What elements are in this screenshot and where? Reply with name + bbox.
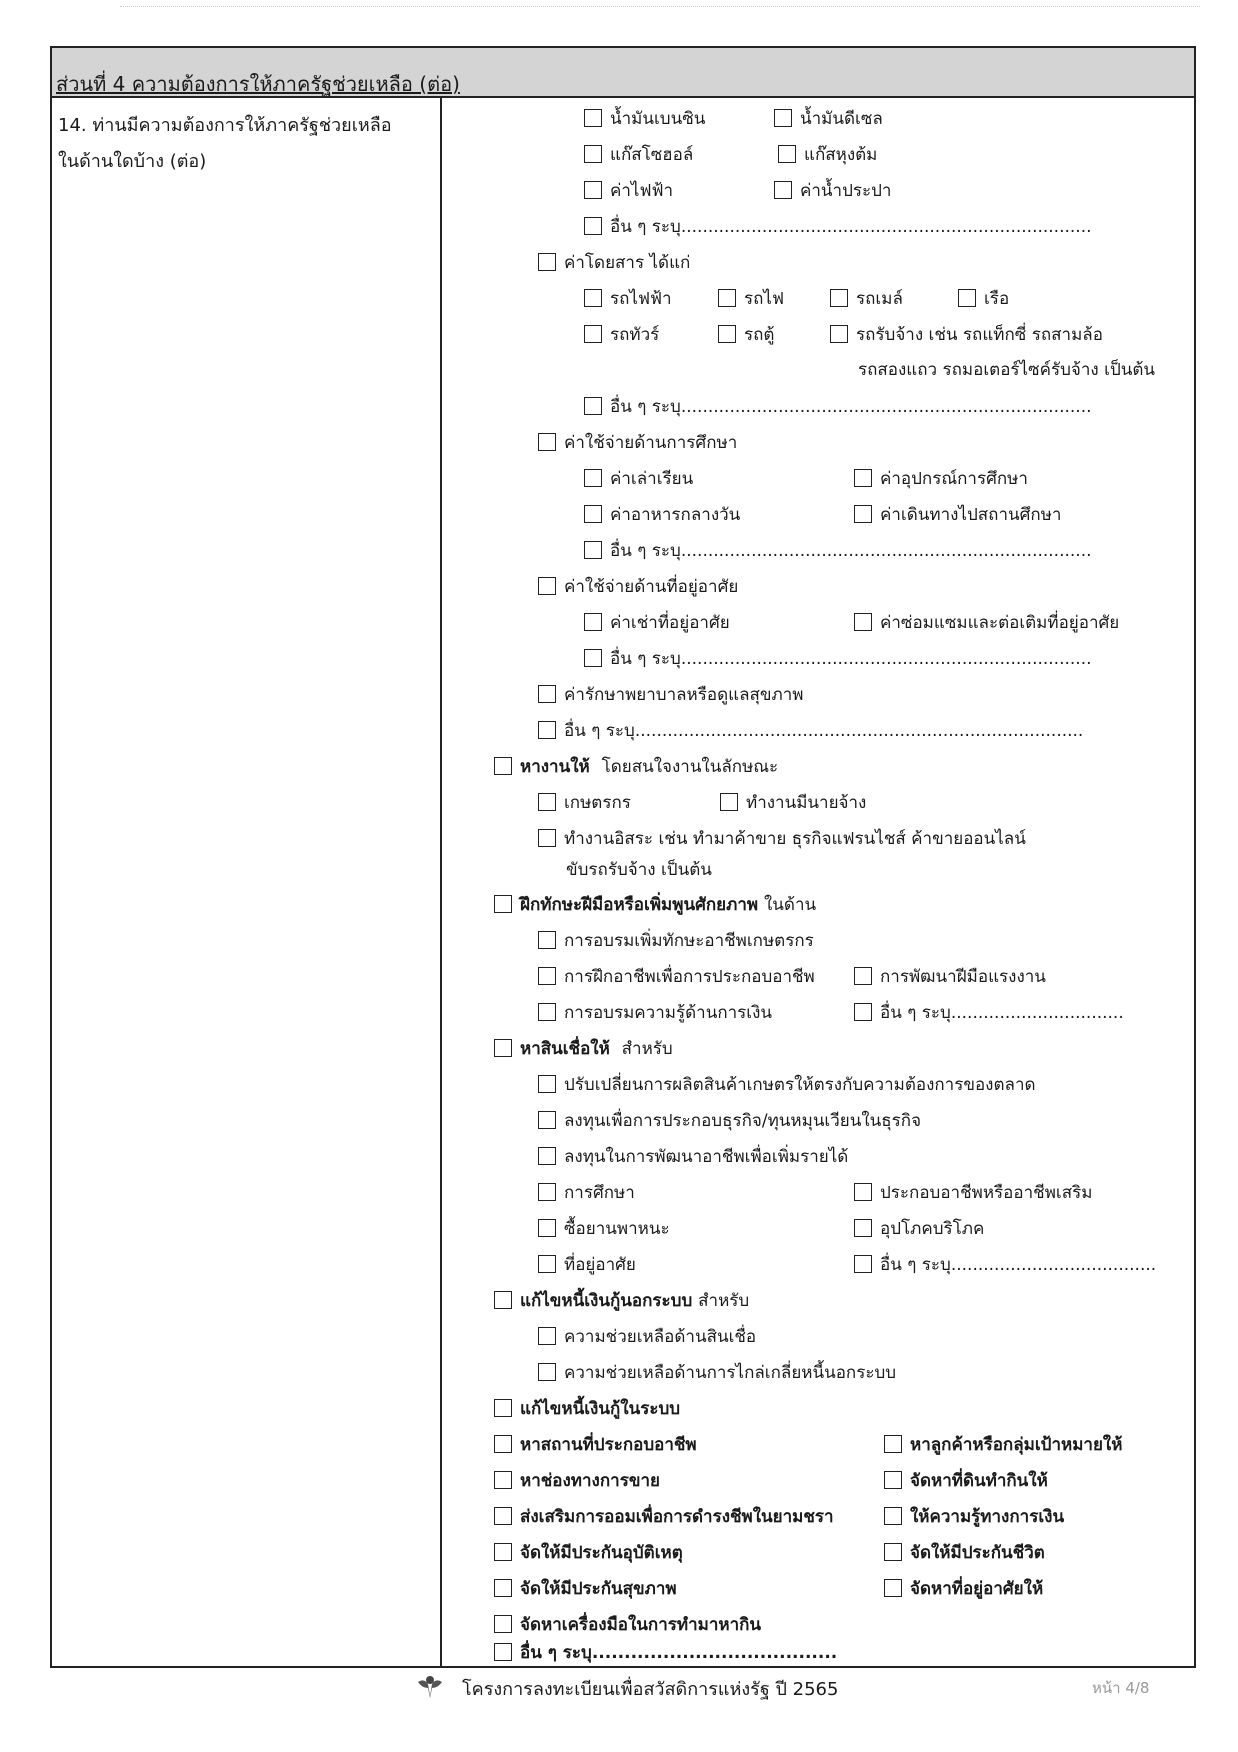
checkbox-housing-other[interactable]: [584, 646, 1092, 670]
option-label: แก้ไขหนี้เงินกู้นอกระบบ: [520, 1290, 693, 1311]
checkbox-icon[interactable]: [538, 829, 556, 847]
checkbox-customers[interactable]: [884, 1432, 1122, 1456]
checkbox-icon[interactable]: [538, 577, 556, 595]
checkbox-icon[interactable]: [584, 541, 602, 559]
option-label: จัดให้มีประกันชีวิต: [910, 1542, 1045, 1563]
checkbox-health-insurance[interactable]: [494, 1576, 677, 1600]
checkbox-formal-debt[interactable]: [494, 1396, 680, 1420]
checkbox-gasohol[interactable]: [584, 142, 693, 166]
section-header: [52, 48, 1194, 98]
checkbox-icon[interactable]: [538, 1147, 556, 1165]
option-label: แก๊สหุงต้ม: [804, 144, 878, 165]
checkbox-credit-vehicle[interactable]: [538, 1216, 670, 1240]
checkbox-repair[interactable]: [854, 610, 1119, 634]
checkbox-icon[interactable]: [538, 253, 556, 271]
checkbox-lunch[interactable]: [584, 502, 740, 526]
option-label: อื่น ๆ ระบุ......................................: [520, 1642, 838, 1663]
option-label: ประกอบอาชีพหรืออาชีพเสริม: [880, 1182, 1093, 1203]
checkbox-icon[interactable]: [584, 505, 602, 523]
option-label: การฝึกอาชีพเพื่อการประกอบอาชีพ: [564, 966, 815, 987]
checkbox-boat[interactable]: [958, 286, 1009, 310]
checkbox-icon[interactable]: [538, 1363, 556, 1381]
checkbox-icon[interactable]: [584, 649, 602, 667]
option-label: ให้ความรู้ทางการเงิน: [910, 1506, 1065, 1527]
checkbox-icon[interactable]: [584, 109, 602, 127]
checkbox-icon[interactable]: [884, 1471, 902, 1489]
option-label: ค่าโดยสาร ได้แก่: [564, 252, 691, 273]
column-divider: [440, 98, 442, 1668]
option-label: การอบรมเพิ่มทักษะอาชีพเกษตรกร: [564, 930, 814, 951]
checkbox-van[interactable]: [718, 322, 774, 346]
checkbox-icon[interactable]: [830, 325, 848, 343]
checkbox-education-other[interactable]: [584, 538, 1092, 562]
checkbox-icon[interactable]: [884, 1435, 902, 1453]
option-label: อื่น ๆ ระบุ................................: [880, 1002, 1124, 1023]
checkbox-job[interactable]: [494, 754, 778, 778]
checkbox-icon[interactable]: [584, 325, 602, 343]
scan-artifact-line: [120, 6, 1200, 7]
checkbox-informal-debt[interactable]: [494, 1288, 749, 1312]
checkbox-cooking-gas[interactable]: [778, 142, 877, 166]
option-label: หาช่องทางการขาย: [520, 1470, 660, 1491]
option-label: ที่อยู่อาศัย: [564, 1254, 636, 1275]
question-line-2: ในด้านใดบ้าง (ต่อ): [58, 151, 207, 172]
option-suffix: สำหรับ: [621, 1038, 673, 1059]
checkbox-icon[interactable]: [494, 1543, 512, 1561]
checkbox-icon[interactable]: [494, 1643, 512, 1661]
checkbox-icon[interactable]: [494, 895, 512, 913]
option-label: หาสถานที่ประกอบอาชีพ: [520, 1434, 697, 1455]
checkbox-icon[interactable]: [584, 145, 602, 163]
option-label: ค่าเล่าเรียน: [610, 468, 694, 489]
checkbox-credit-housing[interactable]: [538, 1252, 636, 1276]
checkbox-training[interactable]: [494, 892, 816, 916]
checkbox-rent[interactable]: [584, 610, 730, 634]
hire-continuation: รถสองแถว รถมอเตอร์ไซค์รับจ้าง เป็นต้น: [858, 360, 1156, 380]
option-label: ลงทุนเพื่อการประกอบธุรกิจ/ทุนหมุนเวียนในธุรกิจ: [564, 1110, 922, 1131]
checkbox-icon[interactable]: [584, 613, 602, 631]
checkbox-icon[interactable]: [778, 145, 796, 163]
option-label: รถตู้: [744, 324, 775, 345]
checkbox-training-other[interactable]: [854, 1000, 1124, 1024]
checkbox-icon[interactable]: [494, 1291, 512, 1309]
checkbox-training-career[interactable]: [538, 964, 815, 988]
footer-project-title: โครงการลงทะเบียนเพื่อสวัสดิการแห่งรัฐ ปี 2565: [462, 1679, 839, 1700]
checkbox-icon[interactable]: [538, 685, 556, 703]
checkbox-icon[interactable]: [538, 1219, 556, 1237]
checkbox-freelance[interactable]: [538, 826, 1026, 850]
checkbox-icon[interactable]: [854, 505, 872, 523]
option-label: ทำงานมีนายจ้าง: [746, 792, 867, 813]
option-label: ค่าใช้จ่ายด้านการศึกษา: [564, 432, 738, 453]
checkbox-train[interactable]: [718, 286, 784, 310]
checkbox-fuel-other[interactable]: [584, 214, 1092, 238]
option-label: ค่าอาหารกลางวัน: [610, 504, 741, 525]
checkbox-gasoline[interactable]: [584, 106, 705, 130]
option-label: หางานให้: [520, 756, 590, 777]
option-label: จัดหาเครื่องมือในการทำมาหากิน: [520, 1614, 762, 1635]
checkbox-icon[interactable]: [494, 1039, 512, 1057]
checkbox-skytrain[interactable]: [584, 286, 672, 310]
checkbox-icon[interactable]: [854, 967, 872, 985]
option-label: ค่าเดินทางไปสถานศึกษา: [880, 504, 1062, 525]
checkbox-icon[interactable]: [494, 1399, 512, 1417]
checkbox-housing-provision[interactable]: [884, 1576, 1043, 1600]
checkbox-credit-business[interactable]: [538, 1108, 921, 1132]
checkbox-icon[interactable]: [884, 1507, 902, 1525]
freelance-continuation: ขับรถรับจ้าง เป็นต้น: [566, 860, 712, 880]
option-label: การพัฒนาฝีมือแรงงาน: [880, 966, 1046, 987]
checkbox-credit-adjust[interactable]: [538, 1072, 1036, 1096]
checkbox-icon[interactable]: [854, 469, 872, 487]
checkbox-icon[interactable]: [538, 793, 556, 811]
checkbox-training-agri[interactable]: [538, 928, 814, 952]
option-label: ปรับเปลี่ยนการผลิตสินค้าเกษตรให้ตรงกับความต้องการของตลาด: [564, 1074, 1036, 1095]
checkbox-diesel[interactable]: [774, 106, 883, 130]
option-label: ลงทุนในการพัฒนาอาชีพเพื่อเพิ่มรายได้: [564, 1146, 849, 1167]
checkbox-icon[interactable]: [584, 397, 602, 415]
checkbox-credit-other[interactable]: [854, 1252, 1156, 1276]
checkbox-debt-credit-help[interactable]: [538, 1324, 756, 1348]
option-label: ความช่วยเหลือด้านสินเชื่อ: [564, 1326, 757, 1347]
checkbox-training-finance[interactable]: [538, 1000, 772, 1024]
option-label: จัดหาที่อยู่อาศัยให้: [910, 1578, 1044, 1599]
option-label: ค่าซ่อมแซมและต่อเติมที่อยู่อาศัย: [880, 612, 1120, 633]
checkbox-icon[interactable]: [584, 469, 602, 487]
garuda-emblem-icon: [416, 1672, 444, 1700]
checkbox-credit[interactable]: [494, 1036, 673, 1060]
option-label: น้ำมันดีเซล: [800, 108, 883, 129]
checkbox-education[interactable]: [538, 430, 737, 454]
checkbox-icon[interactable]: [584, 289, 602, 307]
checkbox-travel[interactable]: [854, 502, 1061, 526]
checkbox-hire[interactable]: [830, 322, 1103, 346]
option-label: ค่าน้ำประปา: [800, 180, 892, 201]
checkbox-electricity[interactable]: [584, 178, 673, 202]
option-label: รถเมล์: [856, 288, 903, 309]
option-label: ความช่วยเหลือด้านการไกล่เกลี่ยหนี้นอกระบบ: [564, 1362, 897, 1383]
checkbox-credit-education[interactable]: [538, 1180, 635, 1204]
checkbox-medical[interactable]: [538, 682, 803, 706]
checkbox-icon[interactable]: [538, 433, 556, 451]
option-label: ทำงานอิสระ เช่น ทำมาค้าขาย ธุรกิจแฟรนไชส์ ค้าขายออนไลน์: [564, 828, 1026, 849]
checkbox-tour-bus[interactable]: [584, 322, 659, 346]
option-label: หาลูกค้าหรือกลุ่มเป้าหมายให้: [910, 1434, 1123, 1455]
checkbox-icon[interactable]: [774, 109, 792, 127]
checkbox-icon[interactable]: [584, 181, 602, 199]
checkbox-icon[interactable]: [958, 289, 976, 307]
option-label: รถรับจ้าง เช่น รถแท็กซี่ รถสามล้อ: [856, 324, 1103, 345]
option-label: ฝึกทักษะฝีมือหรือเพิ่มพูนศักยภาพ: [520, 894, 759, 915]
option-label: ค่ารักษาพยาบาลหรือดูแลสุขภาพ: [564, 684, 804, 705]
checkbox-icon[interactable]: [538, 1003, 556, 1021]
option-label: รถทัวร์: [610, 324, 660, 345]
checkbox-icon[interactable]: [584, 217, 602, 235]
checkbox-fare[interactable]: [538, 250, 690, 274]
checkbox-icon[interactable]: [494, 1471, 512, 1489]
checkbox-bus[interactable]: [830, 286, 903, 310]
checkbox-icon[interactable]: [494, 757, 512, 775]
section-title: ส่วนที่ 4 ความต้องการให้ภาครัฐช่วยเหลือ (ต่อ): [56, 72, 460, 96]
checkbox-debt-mediation[interactable]: [538, 1360, 896, 1384]
page-number: หน้า 4/8: [1092, 1679, 1150, 1697]
checkbox-credit-consumption[interactable]: [854, 1216, 984, 1240]
option-label: อื่น ๆ ระบุ............................................................................: [610, 540, 1092, 561]
checkbox-life-insurance[interactable]: [884, 1540, 1045, 1564]
option-label: หาสินเชื่อให้: [520, 1038, 610, 1059]
option-label: อื่น ๆ ระบุ............................................................................: [610, 396, 1092, 417]
checkbox-sales-channel[interactable]: [494, 1468, 660, 1492]
checkbox-icon[interactable]: [538, 1111, 556, 1129]
checkbox-icon[interactable]: [538, 967, 556, 985]
option-suffix: โดยสนใจงานในลักษณะ: [601, 756, 779, 777]
checkbox-accident-insurance[interactable]: [494, 1540, 683, 1564]
option-label: แก้ไขหนี้เงินกู้ในระบบ: [520, 1398, 681, 1419]
checkbox-tuition[interactable]: [584, 466, 693, 490]
checkbox-workplace[interactable]: [494, 1432, 697, 1456]
checkbox-icon[interactable]: [854, 1183, 872, 1201]
checkbox-credit-career[interactable]: [538, 1144, 848, 1168]
checkbox-icon[interactable]: [538, 931, 556, 949]
option-label: อื่น ๆ ระบุ............................................................................: [610, 648, 1092, 669]
checkbox-icon[interactable]: [720, 793, 738, 811]
checkbox-icon[interactable]: [494, 1615, 512, 1633]
checkbox-icon[interactable]: [854, 1219, 872, 1237]
option-label: ค่าเช่าที่อยู่อาศัย: [610, 612, 730, 633]
checkbox-employee[interactable]: [720, 790, 866, 814]
option-label: อื่น ๆ ระบุ............................................................................: [610, 216, 1092, 237]
option-label: รถไฟฟ้า: [610, 288, 672, 309]
option-label: เกษตรกร: [564, 792, 631, 813]
checkbox-icon[interactable]: [538, 1327, 556, 1345]
checkbox-icon[interactable]: [884, 1579, 902, 1597]
option-label: การศึกษา: [564, 1182, 635, 1203]
checkbox-icon[interactable]: [854, 1003, 872, 1021]
option-label: การอบรมความรู้ด้านการเงิน: [564, 1002, 773, 1023]
option-label: อื่น ๆ ระบุ......................................: [880, 1254, 1157, 1275]
checkbox-housing[interactable]: [538, 574, 738, 598]
checkbox-farmer[interactable]: [538, 790, 631, 814]
option-label: จัดให้มีประกันสุขภาพ: [520, 1578, 677, 1599]
checkbox-icon[interactable]: [494, 1579, 512, 1597]
option-label: ส่งเสริมการออมเพื่อการดำรงชีพในยามชรา: [520, 1506, 834, 1527]
checkbox-misc-other[interactable]: [494, 1640, 837, 1664]
checkbox-icon[interactable]: [854, 613, 872, 631]
checkbox-icon[interactable]: [494, 1507, 512, 1525]
option-label: ค่าไฟฟ้า: [610, 180, 674, 201]
option-label: จัดหาที่ดินทำกินให้: [910, 1470, 1048, 1491]
option-label: น้ำมันเบนซิน: [610, 108, 706, 129]
option-label: อุปโภคบริโภค: [880, 1218, 985, 1239]
checkbox-equipment[interactable]: [854, 466, 1028, 490]
checkbox-savings[interactable]: [494, 1504, 834, 1528]
option-label: อื่น ๆ ระบุ...................................................................................: [564, 720, 1084, 741]
question-line-1: 14. ท่านมีความต้องการให้ภาครัฐช่วยเหลือ: [58, 115, 392, 136]
option-suffix: สำหรับ: [698, 1290, 750, 1311]
option-label: แก๊สโซฮอล์: [610, 144, 694, 165]
checkbox-icon[interactable]: [854, 1255, 872, 1273]
option-label: ซื้อยานพาหนะ: [564, 1218, 670, 1239]
option-label: ค่าใช้จ่ายด้านที่อยู่อาศัย: [564, 576, 739, 597]
checkbox-credit-occupation[interactable]: [854, 1180, 1092, 1204]
checkbox-fin-knowledge[interactable]: [884, 1504, 1064, 1528]
checkbox-icon[interactable]: [830, 289, 848, 307]
checkbox-training-skill[interactable]: [854, 964, 1046, 988]
checkbox-icon[interactable]: [718, 289, 736, 307]
checkbox-icon[interactable]: [718, 325, 736, 343]
option-label: จัดให้มีประกันอุบัติเหตุ: [520, 1542, 683, 1563]
question-label: [58, 108, 428, 180]
checkbox-farmland[interactable]: [884, 1468, 1048, 1492]
checkbox-icon[interactable]: [884, 1543, 902, 1561]
checkbox-water[interactable]: [774, 178, 891, 202]
checkbox-icon[interactable]: [774, 181, 792, 199]
option-label: รถไฟ: [744, 288, 785, 309]
checkbox-cost-other[interactable]: [538, 718, 1083, 742]
checkbox-tools[interactable]: [494, 1612, 761, 1636]
checkbox-icon[interactable]: [538, 721, 556, 739]
checkbox-icon[interactable]: [494, 1435, 512, 1453]
option-suffix: ในด้าน: [764, 894, 817, 915]
option-label: ค่าอุปกรณ์การศึกษา: [880, 468, 1028, 489]
checkbox-fare-other[interactable]: [584, 394, 1092, 418]
checkbox-icon[interactable]: [538, 1075, 556, 1093]
checkbox-icon[interactable]: [538, 1183, 556, 1201]
option-label: เรือ: [984, 288, 1010, 309]
checkbox-icon[interactable]: [538, 1255, 556, 1273]
